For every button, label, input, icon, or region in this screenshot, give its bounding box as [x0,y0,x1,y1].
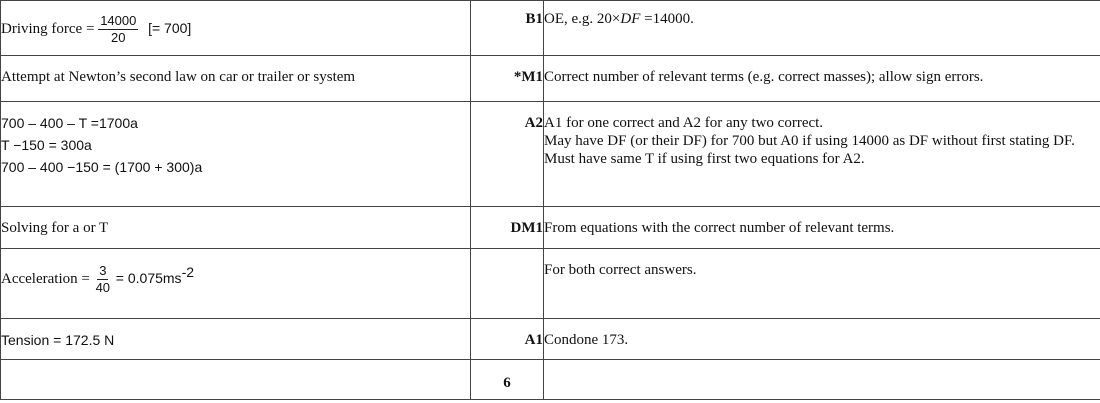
mark-value: DM1 [510,220,543,236]
guidance-cell [544,207,1100,249]
guidance-cell [544,56,1100,102]
guidance-line: May have DF (or their DF) for 700 but A0 if using 14000 as DF without first stating DF. [544,133,1075,149]
table-row [1,1,1100,56]
guidance-line: A1 for one correct and A2 for any two correct. [544,115,824,131]
answer-text: Tension = 172.5 N [1,332,115,348]
guidance-text: Correct number of relevant terms (e.g. correct masses); allow sign errors. [544,69,984,85]
equation-2: T −150 = 300a [1,137,92,153]
fraction [94,263,112,296]
fraction-denominator: 20 [111,30,126,45]
answer-cell [1,102,471,207]
guidance-cell [544,319,1100,360]
equation-1: 700 – 400 – T =1700a [1,115,138,131]
mark-value: A1 [524,332,543,348]
mark-value [471,249,543,261]
guidance-cell [544,249,1100,319]
mark-value: B1 [525,11,543,27]
fraction-numerator: 14000 [100,13,137,28]
answer-cell [1,360,471,400]
answer-result: = 0.075ms [115,270,182,286]
mark-cell [471,56,544,102]
mark-cell [471,360,544,400]
guidance-line: Must have same T if using first two equations for A2. [544,151,865,167]
guidance-cell [544,360,1100,400]
mark-value: *M1 [513,69,543,85]
equation-3: 700 – 400 −150 = (1700 + 300)a [1,159,203,175]
total-marks: 6 [503,375,511,391]
answer-cell [1,207,471,249]
guidance-text: From equations with the correct number of relevant terms. [544,220,895,236]
mark-cell [471,207,544,249]
answer-cell [1,319,471,360]
answer-text: Solving for a or T [1,220,109,236]
mark-cell [471,1,544,56]
mark-cell [471,249,544,319]
fraction-numerator: 3 [99,263,107,279]
table-row [1,207,1100,249]
guidance-text: For both correct answers. [544,262,697,278]
guidance-text: =14000. [640,11,694,27]
guidance-italic: DF [620,11,641,27]
table-row [1,249,1100,319]
guidance-text: OE, e.g. 20× [544,11,621,27]
table-row [1,319,1100,360]
guidance-cell [544,1,1100,56]
table-row [1,102,1100,207]
mark-value: A2 [524,115,543,131]
answer-text: Attempt at Newton’s second law on car or trailer or system [1,69,356,85]
table-row [1,360,1100,400]
table-row [1,56,1100,102]
mark-cell [471,102,544,207]
fraction [98,13,138,46]
guidance-text: Condone 173. [544,332,629,348]
fraction-denominator: 40 [95,280,111,296]
mark-cell [471,319,544,360]
answer-cell [1,1,471,56]
answer-cell [1,56,471,102]
answer-cell [1,249,471,319]
bracket-value: [= 700] [148,19,192,36]
unit-exponent: -2 [181,264,195,280]
guidance-cell [544,102,1100,207]
answer-label: Driving force = [1,20,95,37]
answer-label: Acceleration = [1,271,90,287]
